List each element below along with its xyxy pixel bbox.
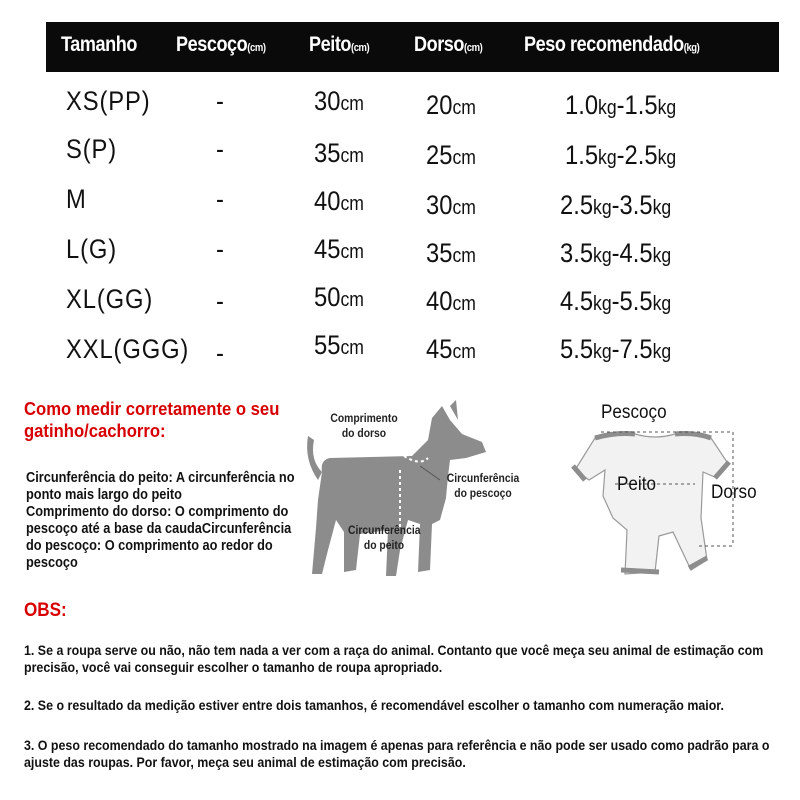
weight-cell: 1.5kg-2.5kg bbox=[565, 140, 677, 170]
weight-cell: 1.0kg-1.5kg bbox=[565, 90, 677, 120]
obs-note-1: 1. Se a roupa serve ou não, não tem nada a ver com a raça do animal. Contanto que você meça seu animal de estimação com precisão, você vai conseguir escolher o tamanho de roupa apropriado. bbox=[24, 643, 764, 675]
obs-note-3: 3. O peso recomendado do tamanho mostrado na imagem é apenas para referência e não pode ser usado como padrão para o ajuste das roupas. Por favor, meça seu animal de estimação com precisão. bbox=[24, 738, 770, 770]
size-cell: XS(PP) bbox=[66, 86, 151, 116]
back-cell: 45cm bbox=[426, 334, 476, 364]
back-cell: 20cm bbox=[426, 90, 476, 120]
dog-measurement-diagram bbox=[300, 400, 540, 590]
dog-label-back-length: Comprimento do dorso bbox=[330, 413, 398, 440]
dog-label-chest-circ: Circunferência do peito bbox=[348, 525, 421, 552]
weight-cell: 4.5kg-5.5kg bbox=[560, 286, 672, 316]
header-size: Tamanho bbox=[61, 33, 137, 56]
chest-cell: 45cm bbox=[314, 234, 364, 264]
back-cell: 35cm bbox=[426, 238, 476, 268]
garment-measurement-diagram bbox=[555, 400, 795, 590]
weight-cell: 5.5kg-7.5kg bbox=[560, 334, 672, 364]
howto-title: Como medir corretamente o seu gatinho/cachorro: bbox=[24, 398, 280, 441]
neck-cell: - bbox=[216, 86, 224, 116]
header-chest: Peito(cm) bbox=[309, 33, 370, 56]
neck-cell: - bbox=[216, 338, 224, 368]
obs-title: OBS: bbox=[24, 600, 67, 621]
header-weight: Peso recomendado(kg) bbox=[524, 33, 700, 56]
chest-cell: 30cm bbox=[314, 86, 364, 116]
chest-cell: 50cm bbox=[314, 282, 364, 312]
howto-line-chest: Circunferência do peito: A circunferência no ponto mais largo do peito bbox=[26, 470, 295, 503]
weight-cell: 2.5kg-3.5kg bbox=[560, 190, 672, 220]
howto-description bbox=[26, 470, 299, 572]
garment-label-neck: Pescoço bbox=[601, 402, 667, 423]
obs-note-2: 2. Se o resultado da medição estiver entre dois tamanhos, é recomendável escolher o tamanho com numeração maior. bbox=[24, 698, 724, 713]
size-cell: XXL(GGG) bbox=[66, 334, 190, 364]
size-cell: L(G) bbox=[66, 234, 118, 264]
weight-cell: 3.5kg-4.5kg bbox=[560, 238, 672, 268]
size-cell: M bbox=[66, 184, 87, 214]
howto-line-back: Comprimento do dorso: O comprimento do pescoço até a base da caudaCircunferência do pescoço: O comprimento ao redor do pescoço bbox=[26, 504, 292, 571]
garment-label-back: Dorso bbox=[711, 482, 757, 503]
neck-cell: - bbox=[216, 134, 224, 164]
size-cell: S(P) bbox=[66, 134, 118, 164]
size-cell: XL(GG) bbox=[66, 284, 154, 314]
neck-cell: - bbox=[216, 184, 224, 214]
neck-cell: - bbox=[216, 286, 224, 316]
garment-label-chest: Peito bbox=[617, 474, 656, 495]
chest-cell: 35cm bbox=[314, 138, 364, 168]
neck-cell: - bbox=[216, 234, 224, 264]
size-table-header bbox=[46, 22, 779, 72]
back-cell: 25cm bbox=[426, 140, 476, 170]
header-back: Dorso(cm) bbox=[414, 33, 483, 56]
back-cell: 40cm bbox=[426, 286, 476, 316]
chest-cell: 40cm bbox=[314, 186, 364, 216]
header-neck: Pescoço(cm) bbox=[176, 33, 266, 56]
chest-cell: 55cm bbox=[314, 330, 364, 360]
pet-garment-icon bbox=[555, 400, 795, 590]
back-cell: 30cm bbox=[426, 190, 476, 220]
dog-label-neck-circ: Circunferência do pescoço bbox=[446, 473, 520, 500]
